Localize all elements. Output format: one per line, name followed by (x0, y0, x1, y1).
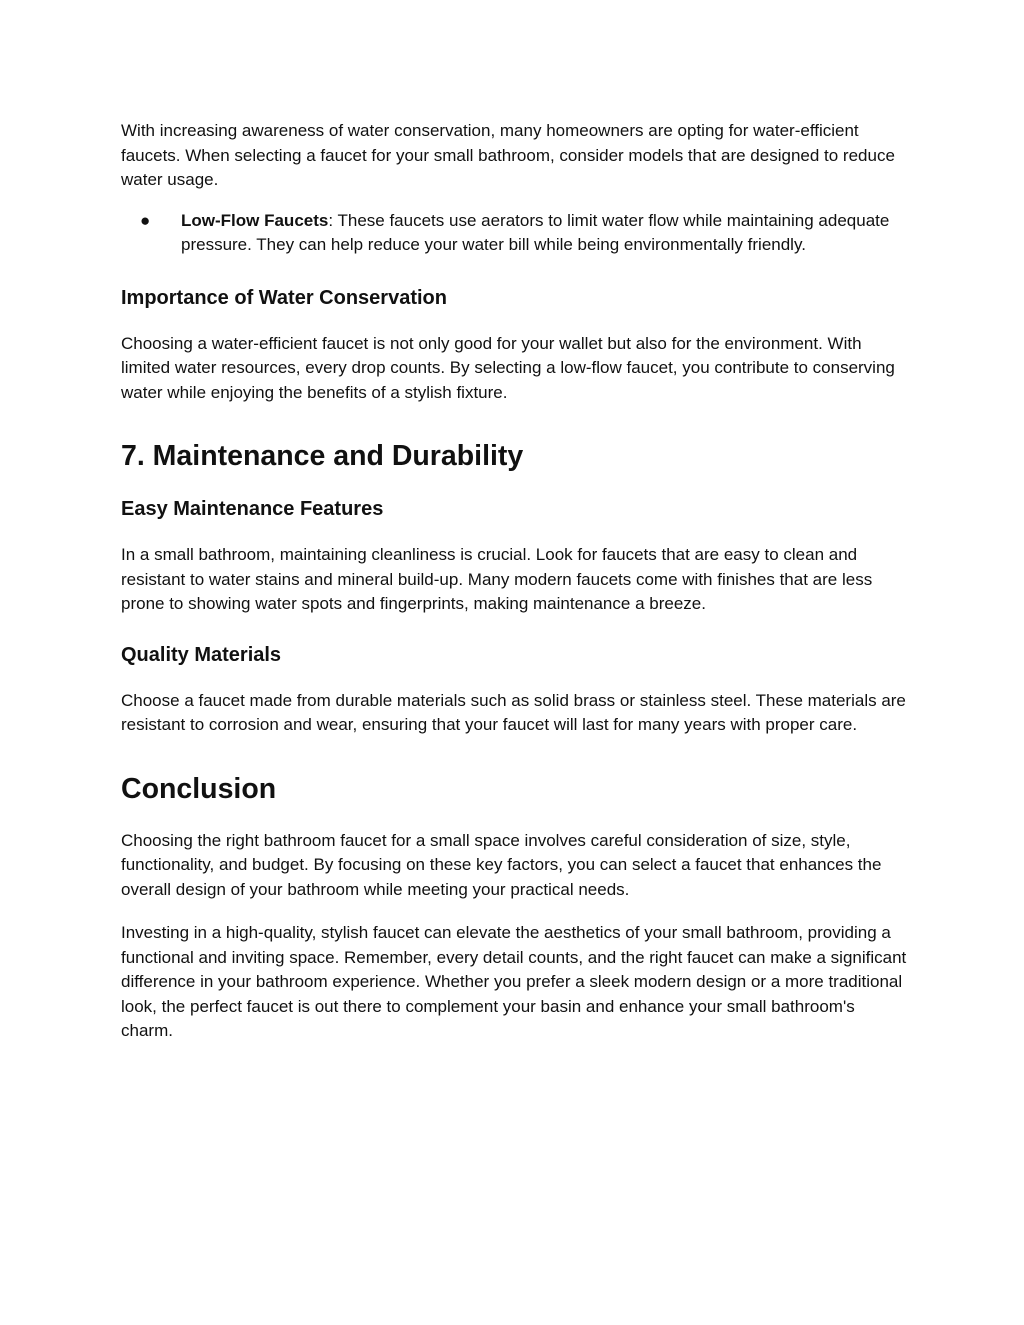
conclusion-paragraph-1: Choosing the right bathroom faucet for a small space involves careful consideration of size, style, functionality, and budget. By focusing on these key factors, you can select a faucet that enhances the overall design of your bathroom while meeting your practical needs. (121, 830, 882, 899)
conclusion-paragraph-2: Investing in a high-quality, stylish faucet can elevate the aesthetics of your small bathroom, providing a functional and inviting space. Remember, every detail counts, and the right faucet can make a significant difference in your bathroom experience. Whether you prefer a sleek modern design or a more traditional look, the perfect faucet is out there to complement your basin and enhance your small bathroom's charm. (121, 923, 907, 1040)
list-item (121, 209, 911, 258)
easy-maintenance-paragraph: In a small bathroom, maintaining cleanliness is crucial. Look for faucets that are easy to clean and resistant to water stains and mineral build-up. Many modern faucets come with finishes that are less prone to showing water spots and fingerprints, making maintenance a breeze. (121, 545, 873, 613)
water-conservation-paragraph: Choosing a water-efficient faucet is not only good for your wallet but also for the environment. With limited water resources, every drop counts. By selecting a low-flow faucet, you contribute to conserving water while enjoying the benefits of a stylish fixture. (121, 333, 895, 402)
intro-paragraph: With increasing awareness of water conservation, many homeowners are opting for water-efficient faucets. When selecting a faucet for your small bathroom, consider models that are designed to reduce water usage. (121, 121, 895, 189)
quality-materials-heading: Quality Materials (121, 643, 282, 666)
bullet-text: : These faucets use aerators to limit water flow while maintaining adequate pressure. They can help reduce your water bill while being environmentally friendly. (181, 210, 890, 254)
conclusion-heading: Conclusion (121, 772, 277, 805)
bullet-dot-icon: ● (140, 210, 151, 230)
low-flow-bullet-list (121, 209, 911, 258)
easy-maintenance-heading: Easy Maintenance Features (121, 498, 384, 520)
bullet-term: Low-Flow Faucets (181, 210, 329, 230)
document-page (121, 119, 911, 1044)
maintenance-section-heading: 7. Maintenance and Durability (121, 440, 524, 472)
water-conservation-heading: Importance of Water Conservation (121, 286, 447, 309)
quality-materials-paragraph: Choose a faucet made from durable materials such as solid brass or stainless steel. These materials are resistant to corrosion and wear, ensuring that your faucet will last for many years with proper care. (121, 690, 906, 734)
